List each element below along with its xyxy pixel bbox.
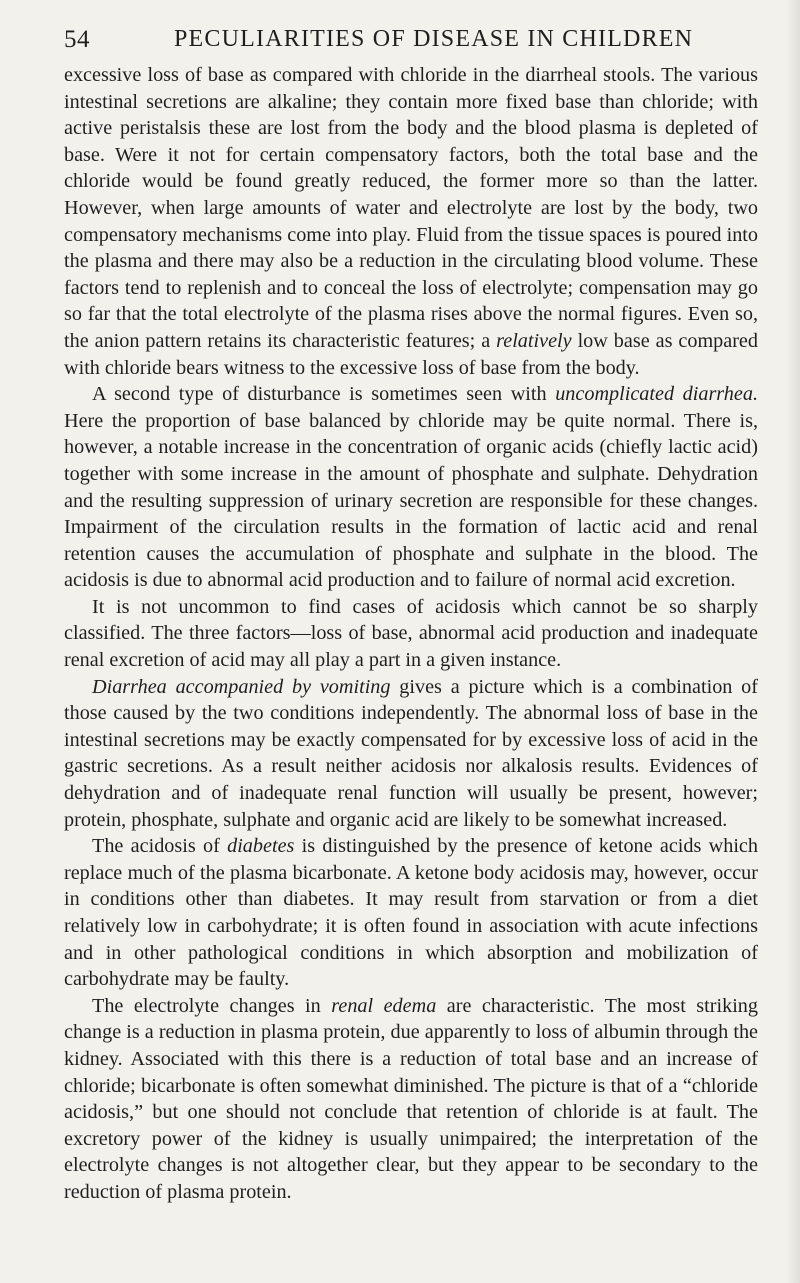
running-title: PECULIARITIES OF DISEASE IN CHILDREN bbox=[174, 26, 694, 52]
page-edge-shadow bbox=[786, 0, 800, 1283]
text-run: Here the proportion of base balanced by chloride may be quite normal. There is, however, a notable increase in the concentration of organic acids (chiefly lactic acid) together with some increase in the amount of phosphate and sulphate. Dehydration and the resulting suppression of urinary secretion are responsible for these changes. Impairment of the circulation results in the formation of lactic acid and renal retention causes the accumulation of phosphate and sulphate in the blood. The acidosis is due to abnormal acid production and to failure of normal acid excretion. bbox=[64, 409, 758, 592]
emphasized-term: Diarrhea accompanied by vomiting bbox=[92, 675, 391, 698]
text-run: low base as compared with chloride bears witness to the excessive loss of base from the body. bbox=[64, 329, 758, 379]
text-run: excessive loss of base as compared with chloride in the diarrheal stools. The various intestinal secretions are alkaline; they contain more fixed base than chloride; with active peristalsis these are lost from the body and the blood plasma is depleted of base. Were it not for certain compensatory factors, both the total base and the chloride would be found greatly reduced, the former more so than the latter. However, when large amounts of water and electrolyte are lost by the body, two compensatory mechanisms come into play. Fluid from the tissue spaces is poured into the plasma and there may also be a reduction in the circulating blood volume. These factors tend to replenish and to conceal the loss of electrolyte; compensation may go so far that the total electrolyte of the plasma rises above the normal figures. Even so, the anion pattern retains its characteristic features; a bbox=[64, 64, 758, 352]
text-run: is distinguished by the presence of ketone acids which replace much of the plasma bicarbonate. A ketone body acidosis may, however, occur in conditions other than diabetes. It may result from starvation or from a diet relatively low in carbohydrate; it is often found in association with acute infections and in other pathological conditions in which absorption and mobilization of carbohydrate may be faulty. bbox=[64, 835, 758, 991]
text-run: It is not uncommon to find cases of acidosis which cannot be so sharply classified. The three factors—loss of base, abnormal acid production and inadequate renal excretion of acid may all play a part in a given instance. bbox=[64, 595, 758, 672]
text-run: A second type of disturbance is sometimes seen with bbox=[92, 383, 556, 406]
page-header bbox=[64, 26, 748, 58]
text-run: gives a picture which is a combination of those caused by the two conditions independently. The abnormal loss of base in the intestinal secretions may be exactly compensated for by excessive loss of acid in the gastric secretions. As a result neither acidosis nor alkalosis results. Evidences of dehydration and of inadequate renal function will usually be present, however; protein, phosphate, sulphate and organic acid are likely to be somewhat increased. bbox=[64, 675, 758, 831]
paragraph bbox=[64, 381, 758, 594]
text-run: The acidosis of bbox=[92, 835, 228, 858]
paragraph bbox=[64, 594, 758, 674]
emphasized-term: relatively bbox=[496, 329, 572, 352]
text-run: are characteristic. The most striking change is a reduction in plasma protein, due apparently to loss of albumin through the kidney. Associated with this there is a reduction of total base and an increase of chloride; bicarbonate is often somewhat diminished. The picture is that of a “chloride acidosis,” but one should not conclude that retention of chloride is at fault. The excretory power of the kidney is usually unimpaired; the interpretation of the electrolyte changes is not altogether clear, but they appear to be secondary to the reduction of plasma protein. bbox=[64, 994, 758, 1203]
emphasized-term: diabetes bbox=[227, 835, 295, 858]
paragraph bbox=[64, 62, 758, 381]
emphasized-term: uncomplicated diarrhea. bbox=[555, 383, 758, 406]
paragraph bbox=[64, 674, 758, 834]
emphasized-term: renal edema bbox=[331, 994, 437, 1017]
page-number: 54 bbox=[64, 26, 90, 53]
body-text bbox=[64, 62, 758, 1206]
paragraph bbox=[64, 993, 758, 1206]
paragraph bbox=[64, 833, 758, 993]
text-run: The electrolyte changes in bbox=[92, 994, 332, 1017]
